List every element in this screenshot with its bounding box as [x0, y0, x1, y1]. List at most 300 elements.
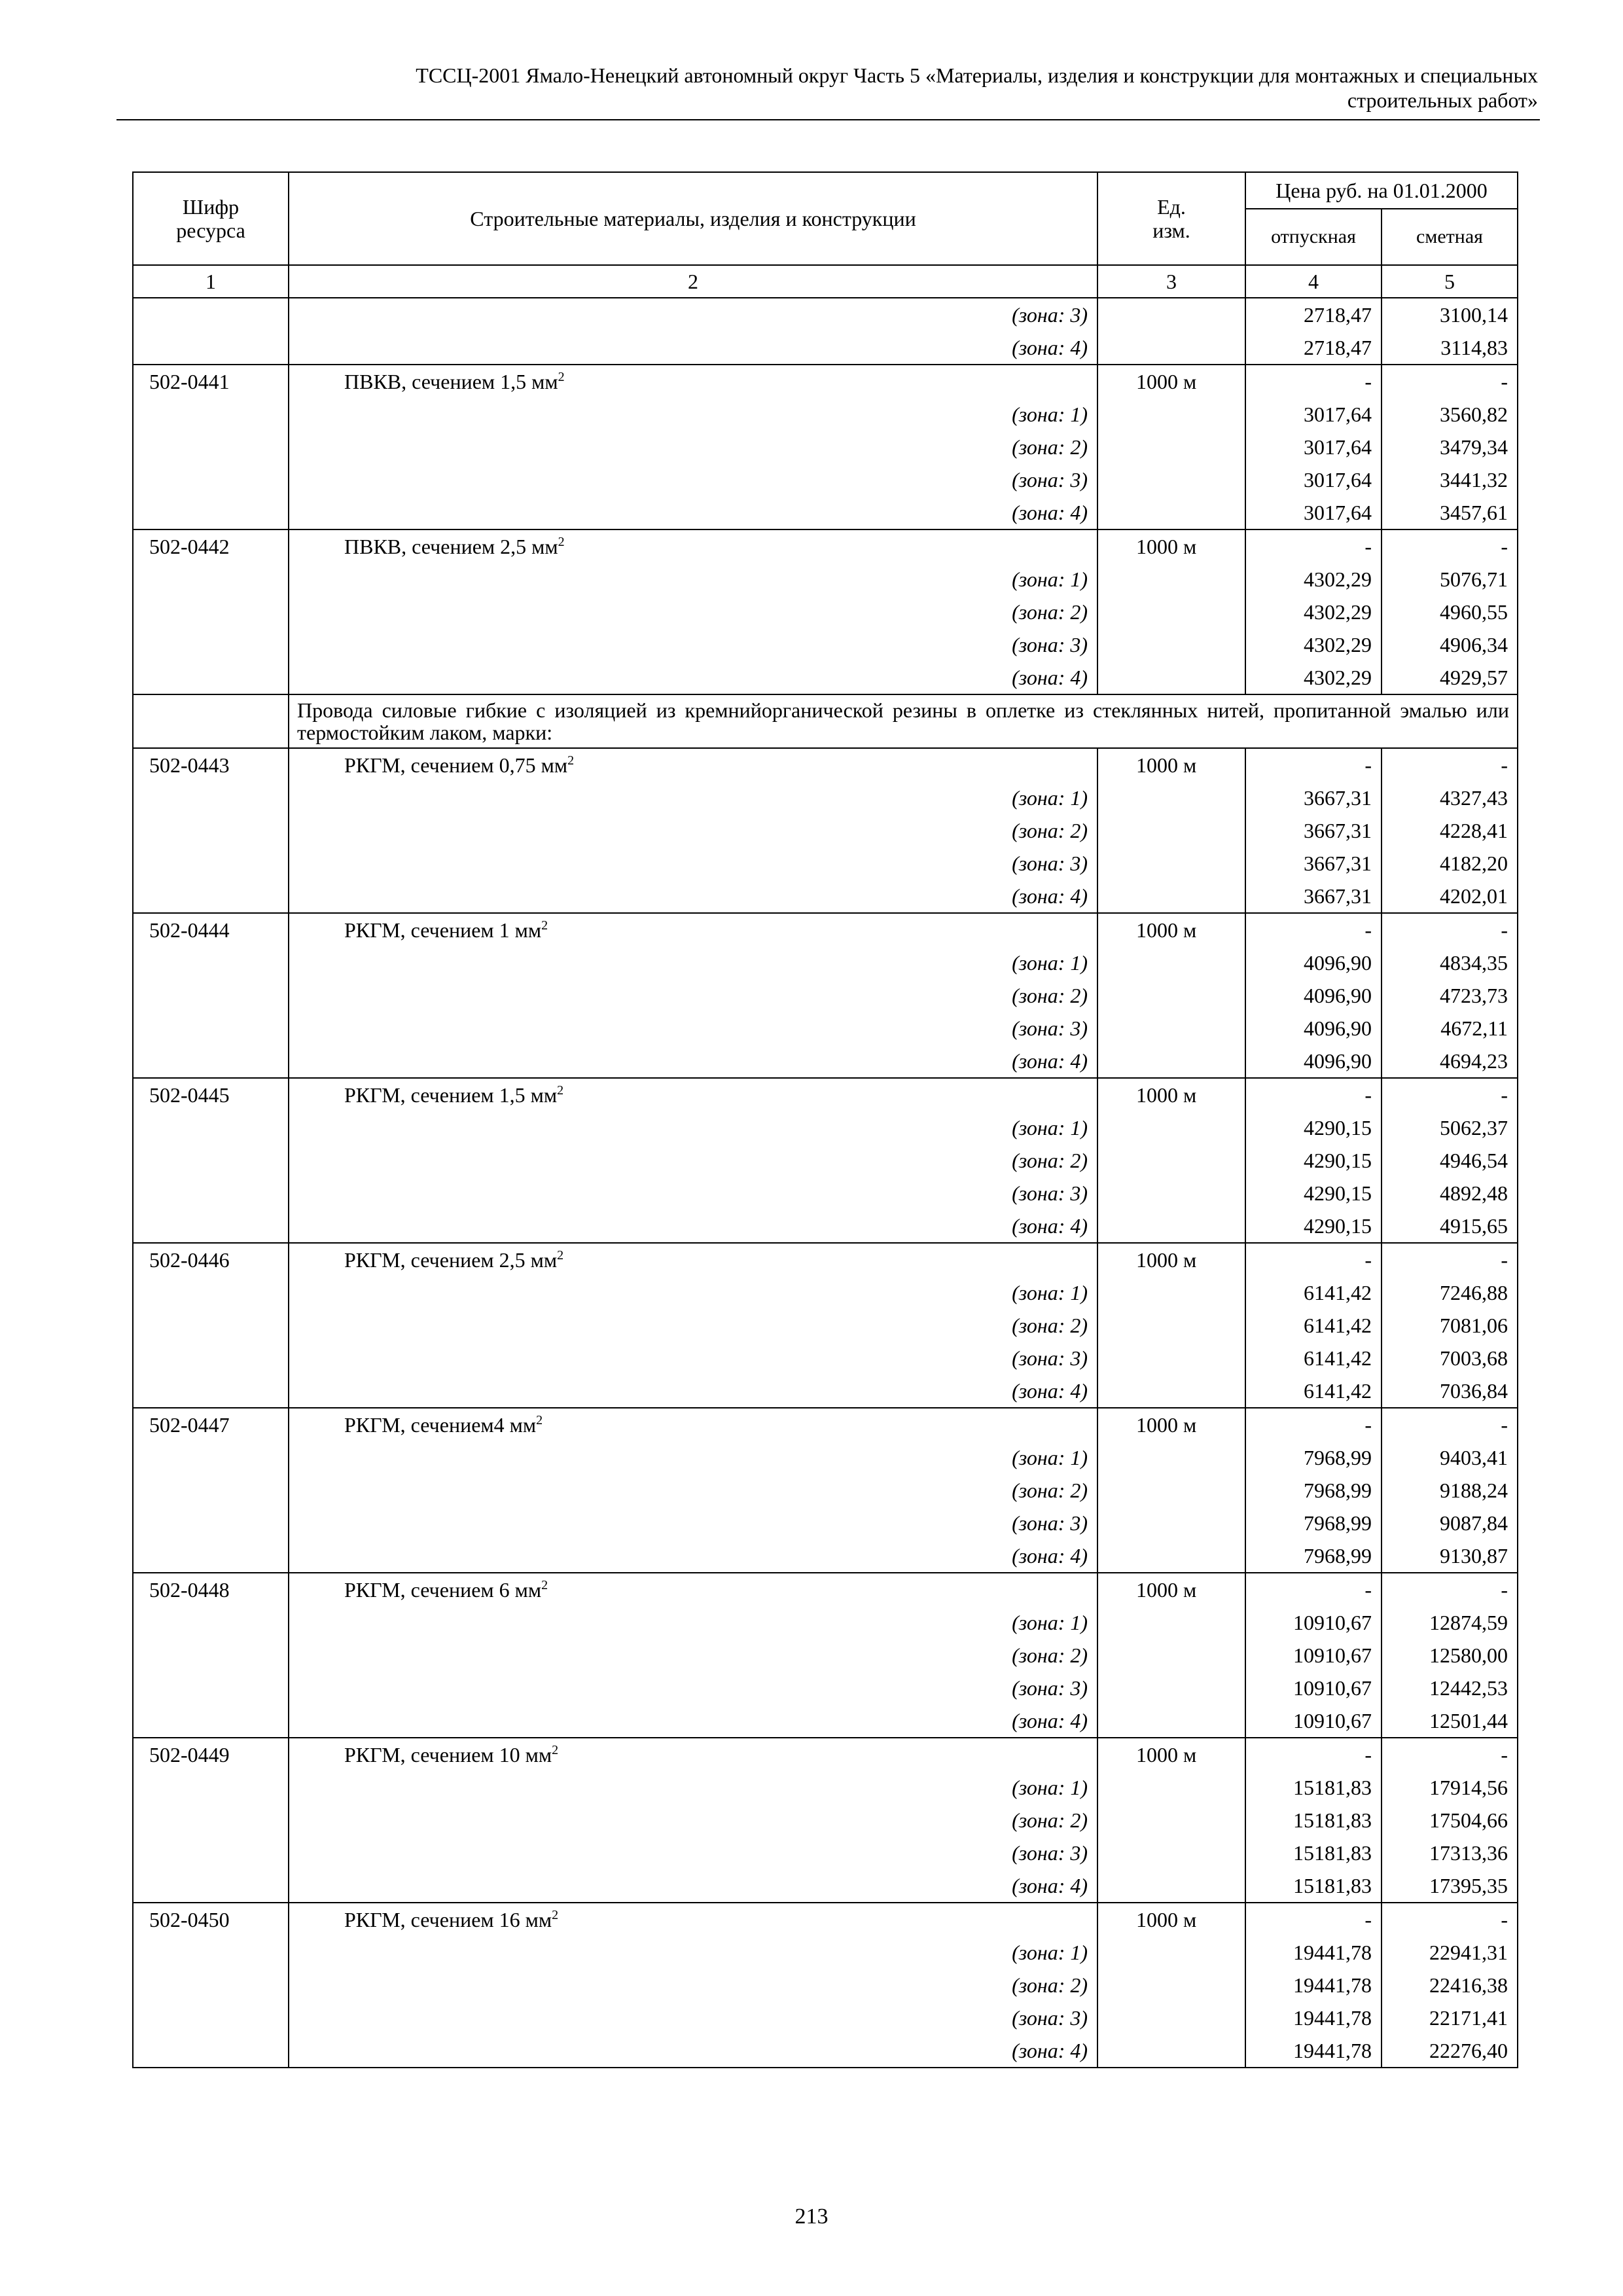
estimate-price: - [1382, 1903, 1518, 1936]
resource-code: 502-0447 [133, 1408, 289, 1441]
release-price: - [1245, 748, 1382, 781]
table-row [133, 529, 1518, 563]
table-row [133, 563, 1518, 596]
table-row [133, 628, 1518, 661]
unit-cell [1097, 463, 1245, 496]
resource-code-cell [133, 880, 289, 913]
table-row [133, 748, 1518, 781]
unit-cell [1097, 1704, 1245, 1738]
zone-label: (зона: 1) [289, 1111, 1097, 1144]
unit-cell [1097, 496, 1245, 529]
resource-code-cell [133, 1639, 289, 1672]
zone-label: (зона: 4) [289, 661, 1097, 694]
estimate-price: - [1382, 1408, 1518, 1441]
resource-code-cell [133, 563, 289, 596]
table-row [133, 1903, 1518, 1936]
unit-cell [1097, 1012, 1245, 1045]
unit-cell [1097, 596, 1245, 628]
unit-cell [1097, 1936, 1245, 1969]
zone-label: (зона: 3) [289, 1177, 1097, 1210]
unit-superscript: 2 [536, 1413, 543, 1427]
resource-code-cell [133, 1309, 289, 1342]
resource-code: 502-0448 [133, 1573, 289, 1606]
release-price: 3667,31 [1245, 880, 1382, 913]
unit-cell [1097, 563, 1245, 596]
zone-label: (зона: 2) [289, 1639, 1097, 1672]
column-header-estimate-price: сметная [1382, 209, 1518, 265]
zone-label: (зона: 4) [289, 1539, 1097, 1573]
table-row [133, 946, 1518, 979]
resource-code-cell [133, 331, 289, 365]
estimate-price: 4834,35 [1382, 946, 1518, 979]
unit-cell [1097, 880, 1245, 913]
release-price: 15181,83 [1245, 1869, 1382, 1903]
table-row [133, 814, 1518, 847]
release-price: 3667,31 [1245, 847, 1382, 880]
table-row [133, 1936, 1518, 1969]
estimate-price: 4672,11 [1382, 1012, 1518, 1045]
release-price: 3017,64 [1245, 463, 1382, 496]
table-row [133, 781, 1518, 814]
resource-code-cell [133, 1936, 289, 1969]
material-name-cell [289, 365, 1097, 398]
column-header-unit [1097, 172, 1245, 265]
unit-superscript: 2 [557, 1083, 564, 1098]
table-row [133, 596, 1518, 628]
unit-cell [1097, 814, 1245, 847]
unit-of-measure: 1000 м [1097, 748, 1245, 781]
estimate-price: - [1382, 529, 1518, 563]
estimate-price: 5062,37 [1382, 1111, 1518, 1144]
unit-cell [1097, 331, 1245, 365]
estimate-price: - [1382, 365, 1518, 398]
unit-cell [1097, 1639, 1245, 1672]
table-row [133, 1771, 1518, 1804]
resource-code: 502-0450 [133, 1903, 289, 1936]
column-number: 4 [1245, 265, 1382, 298]
estimate-price: - [1382, 1738, 1518, 1771]
unit-cell [1097, 298, 1245, 331]
column-header-code-line1: Шифр [182, 195, 240, 219]
zone-label: (зона: 3) [289, 1342, 1097, 1374]
zone-label: (зона: 2) [289, 1144, 1097, 1177]
release-price: 4290,15 [1245, 1144, 1382, 1177]
zone-label: (зона: 2) [289, 431, 1097, 463]
table-row [133, 1639, 1518, 1672]
unit-of-measure: 1000 м [1097, 1573, 1245, 1606]
resource-code-cell [133, 1474, 289, 1507]
column-header-unit-line1: Ед. [1157, 195, 1186, 219]
unit-of-measure: 1000 м [1097, 365, 1245, 398]
table-row [133, 331, 1518, 365]
resource-code-cell [133, 1342, 289, 1374]
release-price: 19441,78 [1245, 1936, 1382, 1969]
estimate-price: 3560,82 [1382, 398, 1518, 431]
zone-label: (зона: 4) [289, 331, 1097, 365]
zone-label: (зона: 3) [289, 847, 1097, 880]
resource-code-cell [133, 431, 289, 463]
material-name-cell [289, 913, 1097, 946]
estimate-price: 7003,68 [1382, 1342, 1518, 1374]
estimate-price: 4929,57 [1382, 661, 1518, 694]
running-header [118, 63, 1538, 113]
estimate-price: 4892,48 [1382, 1177, 1518, 1210]
release-price: 7968,99 [1245, 1474, 1382, 1507]
estimate-price: 22171,41 [1382, 2001, 1518, 2034]
table-row [133, 1969, 1518, 2001]
resource-code-cell [133, 661, 289, 694]
unit-of-measure: 1000 м [1097, 1078, 1245, 1111]
estimate-price: 12874,59 [1382, 1606, 1518, 1639]
section-heading: Провода силовые гибкие с изоляцией из кремнийорганической резины в оплетке из стеклянных нитей, пропитанной эмалью или термостойким лаком, марки: [289, 694, 1518, 748]
resource-code-cell [133, 946, 289, 979]
column-number: 3 [1097, 265, 1245, 298]
resource-code-cell [133, 1771, 289, 1804]
table-row [133, 1606, 1518, 1639]
release-price: 15181,83 [1245, 1771, 1382, 1804]
release-price: 10910,67 [1245, 1639, 1382, 1672]
estimate-price: 4327,43 [1382, 781, 1518, 814]
unit-of-measure: 1000 м [1097, 1738, 1245, 1771]
release-price: 4096,90 [1245, 1012, 1382, 1045]
unit-cell [1097, 946, 1245, 979]
release-price: 6141,42 [1245, 1276, 1382, 1309]
resource-code-cell [133, 1804, 289, 1837]
release-price: - [1245, 1903, 1382, 1936]
table-row [133, 1573, 1518, 1606]
zone-label: (зона: 2) [289, 979, 1097, 1012]
resource-code-cell [133, 1507, 289, 1539]
table-row [133, 1804, 1518, 1837]
release-price: 7968,99 [1245, 1441, 1382, 1474]
resource-code-cell [133, 1374, 289, 1408]
resource-code: 502-0441 [133, 365, 289, 398]
table-row [133, 1078, 1518, 1111]
resource-code-cell [133, 847, 289, 880]
column-header-price: Цена руб. на 01.01.2000 [1245, 172, 1518, 209]
material-name: РКГМ, сечением 1 мм [344, 918, 542, 942]
table-row [133, 1111, 1518, 1144]
estimate-price: 4960,55 [1382, 596, 1518, 628]
estimate-price: 3114,83 [1382, 331, 1518, 365]
column-header-code-line2: ресурса [176, 219, 245, 242]
estimate-price: 12501,44 [1382, 1704, 1518, 1738]
material-name: РКГМ, сечением 0,75 мм [344, 753, 568, 777]
zone-label: (зона: 1) [289, 1606, 1097, 1639]
zone-label: (зона: 4) [289, 1869, 1097, 1903]
release-price: 4302,29 [1245, 628, 1382, 661]
zone-label: (зона: 1) [289, 398, 1097, 431]
table-row [133, 1704, 1518, 1738]
zone-label: (зона: 3) [289, 1012, 1097, 1045]
unit-cell [1097, 1374, 1245, 1408]
table-row [133, 463, 1518, 496]
table-row [133, 1474, 1518, 1507]
material-name-cell [289, 1903, 1097, 1936]
unit-cell [1097, 661, 1245, 694]
table-row [133, 1210, 1518, 1243]
table-row [133, 1672, 1518, 1704]
zone-label: (зона: 1) [289, 563, 1097, 596]
zone-label: (зона: 3) [289, 1837, 1097, 1869]
unit-of-measure: 1000 м [1097, 1903, 1245, 1936]
material-name: РКГМ, сечением 10 мм [344, 1743, 552, 1767]
release-price: 4096,90 [1245, 979, 1382, 1012]
resource-code: 502-0446 [133, 1243, 289, 1276]
release-price: 3667,31 [1245, 781, 1382, 814]
table-row [133, 2034, 1518, 2068]
resource-code-cell [133, 1210, 289, 1243]
estimate-price: 4906,34 [1382, 628, 1518, 661]
table-row [133, 1837, 1518, 1869]
estimate-price: 9087,84 [1382, 1507, 1518, 1539]
resource-code: 502-0444 [133, 913, 289, 946]
table-row [133, 1243, 1518, 1276]
material-name-cell [289, 1573, 1097, 1606]
table-row [133, 1869, 1518, 1903]
table-row [133, 398, 1518, 431]
material-name: РКГМ, сечением 16 мм [344, 1908, 552, 1931]
unit-superscript: 2 [567, 753, 575, 768]
table-row [133, 1441, 1518, 1474]
unit-cell [1097, 1969, 1245, 2001]
resource-code-cell [133, 1012, 289, 1045]
estimate-price: 22416,38 [1382, 1969, 1518, 2001]
resource-code-cell [133, 1704, 289, 1738]
table-row [133, 1408, 1518, 1441]
zone-label: (зона: 4) [289, 2034, 1097, 2068]
release-price: 7968,99 [1245, 1507, 1382, 1539]
unit-cell [1097, 1672, 1245, 1704]
zone-label: (зона: 2) [289, 1969, 1097, 2001]
unit-cell [1097, 1309, 1245, 1342]
unit-of-measure: 1000 м [1097, 913, 1245, 946]
resource-code-cell [133, 1144, 289, 1177]
estimate-price: 7246,88 [1382, 1276, 1518, 1309]
release-price: 6141,42 [1245, 1374, 1382, 1408]
unit-cell [1097, 1144, 1245, 1177]
resource-code-cell [133, 298, 289, 331]
column-header-name: Строительные материалы, изделия и конструкции [289, 172, 1097, 265]
column-header-release-price: отпускная [1245, 209, 1382, 265]
resource-code-cell [133, 1869, 289, 1903]
release-price: 19441,78 [1245, 2001, 1382, 2034]
estimate-price: 22276,40 [1382, 2034, 1518, 2068]
release-price: 2718,47 [1245, 298, 1382, 331]
unit-superscript: 2 [552, 1908, 559, 1922]
unit-cell [1097, 1111, 1245, 1144]
estimate-price: - [1382, 1243, 1518, 1276]
resource-code-cell [133, 781, 289, 814]
unit-of-measure: 1000 м [1097, 1243, 1245, 1276]
unit-cell [1097, 1606, 1245, 1639]
estimate-price: 3100,14 [1382, 298, 1518, 331]
release-price: 4302,29 [1245, 563, 1382, 596]
column-number: 1 [133, 265, 289, 298]
section-code-cell [133, 694, 289, 748]
table-row [133, 1045, 1518, 1078]
release-price: 15181,83 [1245, 1804, 1382, 1837]
estimate-price: - [1382, 913, 1518, 946]
material-name-cell [289, 529, 1097, 563]
estimate-price: 9188,24 [1382, 1474, 1518, 1507]
unit-of-measure: 1000 м [1097, 1408, 1245, 1441]
estimate-price: 4182,20 [1382, 847, 1518, 880]
table-row [133, 365, 1518, 398]
release-price: 4290,15 [1245, 1177, 1382, 1210]
unit-cell [1097, 1804, 1245, 1837]
zone-label: (зона: 4) [289, 1045, 1097, 1078]
estimate-price: 17504,66 [1382, 1804, 1518, 1837]
zone-label: (зона: 3) [289, 298, 1097, 331]
zone-label: (зона: 1) [289, 1276, 1097, 1309]
table-row [133, 1342, 1518, 1374]
unit-cell [1097, 431, 1245, 463]
release-price: 10910,67 [1245, 1606, 1382, 1639]
zone-label: (зона: 2) [289, 1474, 1097, 1507]
zone-label: (зона: 4) [289, 1704, 1097, 1738]
estimate-price: 9130,87 [1382, 1539, 1518, 1573]
estimate-price: 12580,00 [1382, 1639, 1518, 1672]
resource-code: 502-0443 [133, 748, 289, 781]
unit-cell [1097, 781, 1245, 814]
table-row [133, 431, 1518, 463]
estimate-price: 4915,65 [1382, 1210, 1518, 1243]
release-price: 3017,64 [1245, 398, 1382, 431]
release-price: 3017,64 [1245, 431, 1382, 463]
column-header-unit-line2: изм. [1152, 219, 1190, 242]
release-price: 10910,67 [1245, 1672, 1382, 1704]
zone-label: (зона: 3) [289, 1672, 1097, 1704]
unit-superscript: 2 [558, 535, 565, 549]
estimate-price: 4946,54 [1382, 1144, 1518, 1177]
estimate-price: 5076,71 [1382, 563, 1518, 596]
unit-superscript: 2 [552, 1743, 559, 1757]
estimate-price: 4723,73 [1382, 979, 1518, 1012]
unit-cell [1097, 628, 1245, 661]
estimate-price: 17395,35 [1382, 1869, 1518, 1903]
zone-label: (зона: 4) [289, 1210, 1097, 1243]
table-row [133, 2001, 1518, 2034]
estimate-price: 9403,41 [1382, 1441, 1518, 1474]
zone-label: (зона: 2) [289, 1309, 1097, 1342]
material-name-cell [289, 1738, 1097, 1771]
resource-code: 502-0445 [133, 1078, 289, 1111]
unit-superscript: 2 [541, 1578, 548, 1592]
column-number-row [133, 265, 1518, 298]
zone-label: (зона: 3) [289, 463, 1097, 496]
resource-code-cell [133, 1606, 289, 1639]
running-header-line1: ТССЦ-2001 Ямало-Ненецкий автономный округ Часть 5 «Материалы, изделия и конструкции для монтажных и специальных [416, 63, 1538, 87]
release-price: - [1245, 1243, 1382, 1276]
unit-cell [1097, 398, 1245, 431]
resource-code-cell [133, 2001, 289, 2034]
zone-label: (зона: 2) [289, 1804, 1097, 1837]
release-price: - [1245, 1738, 1382, 1771]
column-number: 2 [289, 265, 1097, 298]
zone-label: (зона: 2) [289, 596, 1097, 628]
material-name: РКГМ, сечением4 мм [344, 1413, 537, 1437]
estimate-price: 12442,53 [1382, 1672, 1518, 1704]
material-name: РКГМ, сечением 2,5 мм [344, 1248, 558, 1272]
resource-code-cell [133, 1045, 289, 1078]
resource-code-cell [133, 1276, 289, 1309]
estimate-price: 3441,32 [1382, 463, 1518, 496]
release-price: 6141,42 [1245, 1342, 1382, 1374]
release-price: - [1245, 1078, 1382, 1111]
unit-cell [1097, 1771, 1245, 1804]
resource-code-cell [133, 398, 289, 431]
unit-cell [1097, 979, 1245, 1012]
unit-cell [1097, 1869, 1245, 1903]
release-price: 3667,31 [1245, 814, 1382, 847]
release-price: - [1245, 913, 1382, 946]
unit-cell [1097, 1045, 1245, 1078]
table-row [133, 1507, 1518, 1539]
release-price: 4290,15 [1245, 1111, 1382, 1144]
resource-code-cell [133, 1837, 289, 1869]
zone-label: (зона: 4) [289, 1374, 1097, 1408]
table-row [133, 1374, 1518, 1408]
unit-of-measure: 1000 м [1097, 529, 1245, 563]
resource-code-cell [133, 628, 289, 661]
estimate-price: 17914,56 [1382, 1771, 1518, 1804]
table-row [133, 1276, 1518, 1309]
zone-label: (зона: 1) [289, 1936, 1097, 1969]
estimate-price: 22941,31 [1382, 1936, 1518, 1969]
resource-code-cell [133, 1441, 289, 1474]
release-price: - [1245, 1408, 1382, 1441]
release-price: - [1245, 365, 1382, 398]
estimate-price: 4202,01 [1382, 880, 1518, 913]
estimate-price: 4228,41 [1382, 814, 1518, 847]
release-price: - [1245, 1573, 1382, 1606]
estimate-price: 17313,36 [1382, 1837, 1518, 1869]
unit-superscript: 2 [541, 918, 548, 933]
release-price: 19441,78 [1245, 1969, 1382, 2001]
zone-label: (зона: 1) [289, 1771, 1097, 1804]
table-row [133, 1144, 1518, 1177]
table-row [133, 1177, 1518, 1210]
unit-superscript: 2 [558, 370, 565, 384]
zone-label: (зона: 3) [289, 1507, 1097, 1539]
release-price: - [1245, 529, 1382, 563]
unit-cell [1097, 1507, 1245, 1539]
release-price: 2718,47 [1245, 331, 1382, 365]
resource-code-cell [133, 2034, 289, 2068]
zone-label: (зона: 3) [289, 2001, 1097, 2034]
material-name: ПВКВ, сечением 1,5 мм [344, 370, 558, 393]
resource-code-cell [133, 1111, 289, 1144]
running-header-line2: строительных работ» [1347, 88, 1538, 112]
table-row [133, 496, 1518, 529]
release-price: 4302,29 [1245, 596, 1382, 628]
estimate-price: 3479,34 [1382, 431, 1518, 463]
table-row [133, 298, 1518, 331]
zone-label: (зона: 1) [289, 1441, 1097, 1474]
unit-cell [1097, 2034, 1245, 2068]
resource-code-cell [133, 463, 289, 496]
material-name-cell [289, 748, 1097, 781]
release-price: 3017,64 [1245, 496, 1382, 529]
zone-label: (зона: 2) [289, 814, 1097, 847]
unit-cell [1097, 1539, 1245, 1573]
unit-cell [1097, 1474, 1245, 1507]
release-price: 6141,42 [1245, 1309, 1382, 1342]
unit-cell [1097, 1441, 1245, 1474]
estimate-price: 7081,06 [1382, 1309, 1518, 1342]
table-row [133, 1539, 1518, 1573]
